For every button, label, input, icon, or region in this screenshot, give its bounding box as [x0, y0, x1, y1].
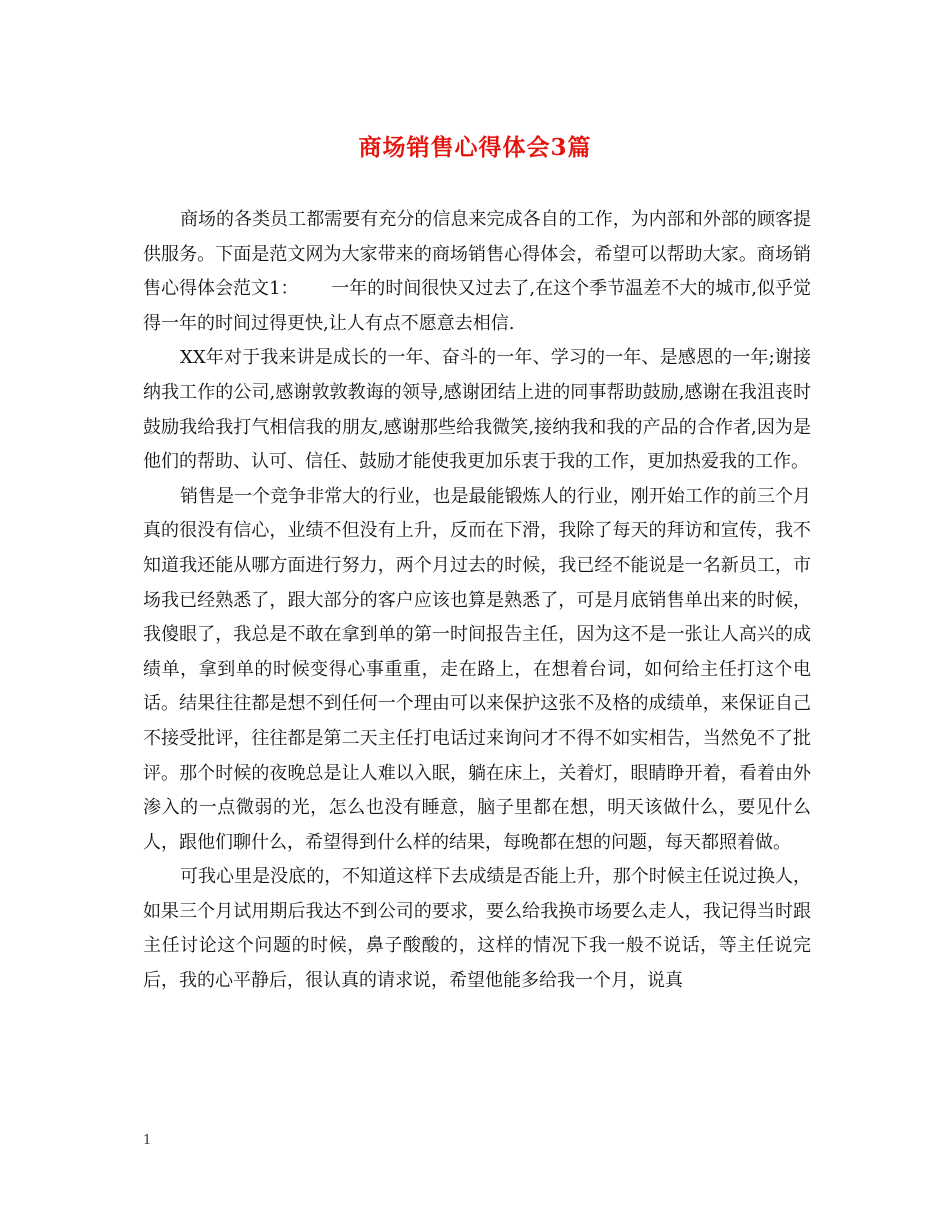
document-title: 商场销售心得体会3篇	[358, 134, 592, 161]
paragraph-trial-period: 可我心里是没底的，不知道这样下去成绩是否能上升，那个时候主任说过换人，如果三个月试用期后我达不到公司的要求，要么给我换市场要么走人，我记得当时跟主任讨论这个问题的时候，鼻子酸酸的，这样的情况下我一般不说话，等主任说完后，我的心平静后，很认真的请求说，希望他能多给我一个月，说真	[143, 866, 811, 992]
paragraph-intro: 商场的各类员工都需要有充分的信息来完成各自的工作，为内部和外部的顾客提供服务。下面是范文网为大家带来的商场销售心得体会，希望可以帮助大家。商场销售心得体会范文1： 一年的时间很快又过去了,在这个季节温差不大的城市,似乎觉得一年的时间过得更快,让人有点不愿意去相信.	[143, 209, 811, 334]
paragraph-gratitude: XX年对于我来讲是成长的一年、奋斗的一年、学习的一年、是感恩的一年;谢接纳我工作的公司,感谢敦敦教诲的领导,感谢团结上进的同事帮助鼓励,感谢在我沮丧时鼓励我给我打气相信我的朋友,感谢那些给我微笑,接纳我和我的产品的合作者,因为是他们的帮助、认可、信任、鼓励才能使我更加乐衷于我的工作，更加热爱我的工作。	[143, 347, 811, 473]
paragraph-sales-experience: 销售是一个竞争非常大的行业，也是最能锻炼人的行业，刚开始工作的前三个月真的很没有信心，业绩不但没有上升，反而在下滑，我除了每天的拜访和宣传，我不知道我还能从哪方面进行努力，两个月过去的时候，我已经不能说是一名新员工，市场我已经熟悉了，跟大部分的客户应该也算是熟悉了，可是月底销售单出来的时候，我傻眼了，我总是不敢在拿到单的第一时间报告主任，因为这不是一张让人高兴的成绩单，拿到单的时候变得心事重重，走在路上，在想着台词，如何给主任打这个电话。结果往往都是想不到任何一个理由可以来保护这张不及格的成绩单，来保证自己不接受批评，往往都是第二天主任打电话过来询问才不得不如实相告，当然免不了批评。那个时候的夜晚总是让人难以入眠，躺在床上，关着灯，眼睛睁开着，看着由外渗入的一点微弱的光，怎么也没有睡意，脑子里都在想，明天该做什么，要见什么人，跟他们聊什么，希望得到什么样的结果，每晚都在想的问题，每天都照着做。	[143, 485, 811, 853]
document-body	[143, 203, 811, 999]
page-number: 1	[143, 1133, 152, 1148]
